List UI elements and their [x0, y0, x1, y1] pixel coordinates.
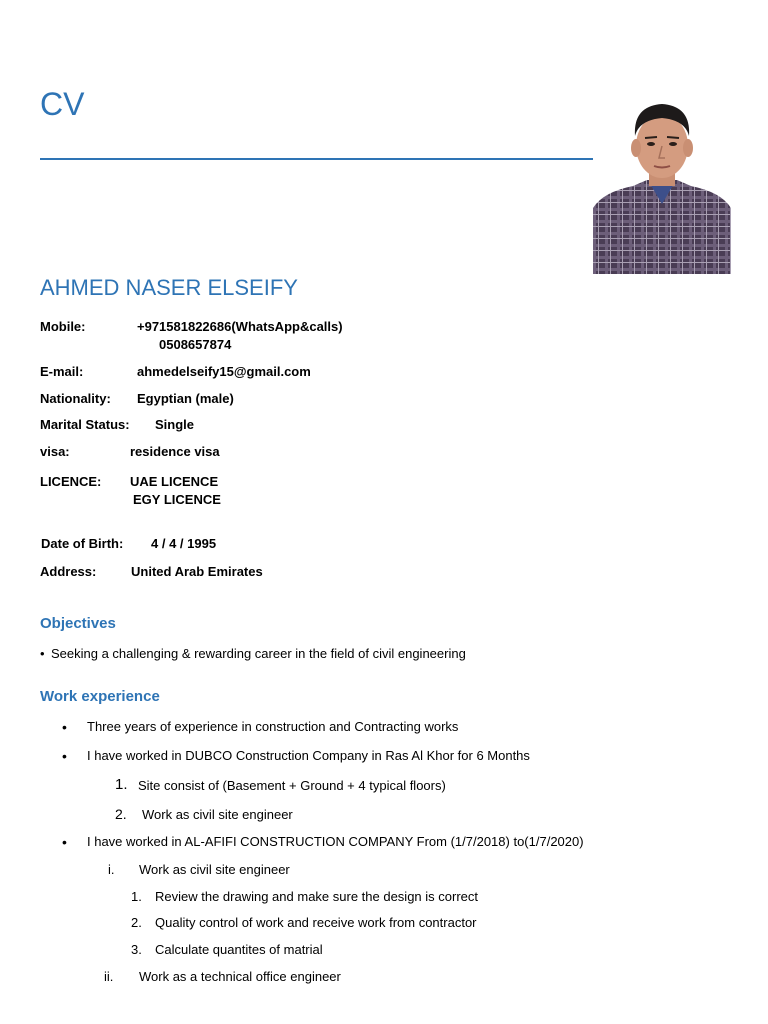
- candidate-name: AHMED NASER ELSEIFY: [40, 275, 298, 300]
- work-item-3-sub-ii-text: Work as a technical office engineer: [139, 969, 341, 984]
- work-item-1-text: Three years of experience in construction and Contracting works: [87, 719, 459, 734]
- cv-title: CV: [40, 86, 85, 122]
- nationality-value: Egyptian (male): [137, 391, 234, 406]
- dob-label: Date of Birth:: [41, 536, 124, 551]
- objectives-text: Seeking a challenging & rewarding career in the field of civil engineering: [51, 646, 466, 661]
- work-item-1-bullet: •: [62, 719, 67, 735]
- work-item-3-text: I have worked in AL-AFIFI CONSTRUCTION COMPANY From (1/7/2018) to(1/7/2020): [87, 834, 584, 849]
- work-item-3-sub-2-text: Quality control of work and receive work from contractor: [155, 915, 477, 930]
- work-item-2-sub-1-text: Site consist of (Basement + Ground + 4 typical floors): [138, 778, 446, 793]
- work-item-3-sub-i-text: Work as civil site engineer: [139, 862, 290, 877]
- work-item-2-text: I have worked in DUBCO Construction Company in Ras Al Khor for 6 Months: [87, 748, 530, 763]
- work-item-3-sub-3-text: Calculate quantites of matrial: [155, 942, 323, 957]
- work-item-3-sub-ii-marker: ii.: [104, 969, 114, 984]
- person-photo-icon: [593, 100, 731, 274]
- licence-label: LICENCE:: [40, 474, 102, 489]
- work-item-2-bullet: •: [62, 748, 67, 764]
- work-item-2-sub-2-text: Work as civil site engineer: [142, 807, 293, 822]
- address-label: Address:: [40, 564, 97, 579]
- address-value: United Arab Emirates: [131, 564, 263, 579]
- dob-value: 4 / 4 / 1995: [151, 536, 217, 551]
- title-underline: [40, 158, 594, 160]
- objectives-heading: Objectives: [40, 615, 116, 632]
- mobile-value-2: 0508657874: [159, 337, 232, 352]
- objectives-bullet: •: [40, 646, 45, 661]
- work-item-3-sub-i-marker: i.: [108, 862, 115, 877]
- profile-photo: [593, 100, 731, 274]
- work-item-3-sub-1-marker: 1.: [131, 889, 142, 904]
- marital-label: Marital Status:: [40, 417, 130, 432]
- visa-label: visa:: [40, 444, 70, 459]
- work-item-3-sub-2-marker: 2.: [131, 915, 142, 930]
- work-item-3-sub-3-marker: 3.: [131, 942, 142, 957]
- nationality-label: Nationality:: [40, 391, 111, 406]
- work-item-2-sub-2-marker: 2.: [115, 806, 127, 822]
- email-label: E-mail:: [40, 364, 84, 379]
- licence-value-2: EGY LICENCE: [133, 492, 221, 507]
- work-item-3-sub-1-text: Review the drawing and make sure the design is correct: [155, 889, 478, 904]
- marital-value: Single: [155, 417, 195, 432]
- mobile-label: Mobile:: [40, 319, 86, 334]
- licence-value-1: UAE LICENCE: [130, 474, 219, 489]
- mobile-value-1: +971581822686(WhatsApp&calls): [137, 319, 343, 334]
- work-item-3-bullet: •: [62, 834, 67, 850]
- email-value: ahmedelseify15@gmail.com: [137, 364, 311, 379]
- work-item-2-sub-1-marker: 1.: [115, 776, 128, 793]
- work-experience-heading: Work experience: [40, 688, 160, 705]
- visa-value: residence visa: [130, 444, 220, 459]
